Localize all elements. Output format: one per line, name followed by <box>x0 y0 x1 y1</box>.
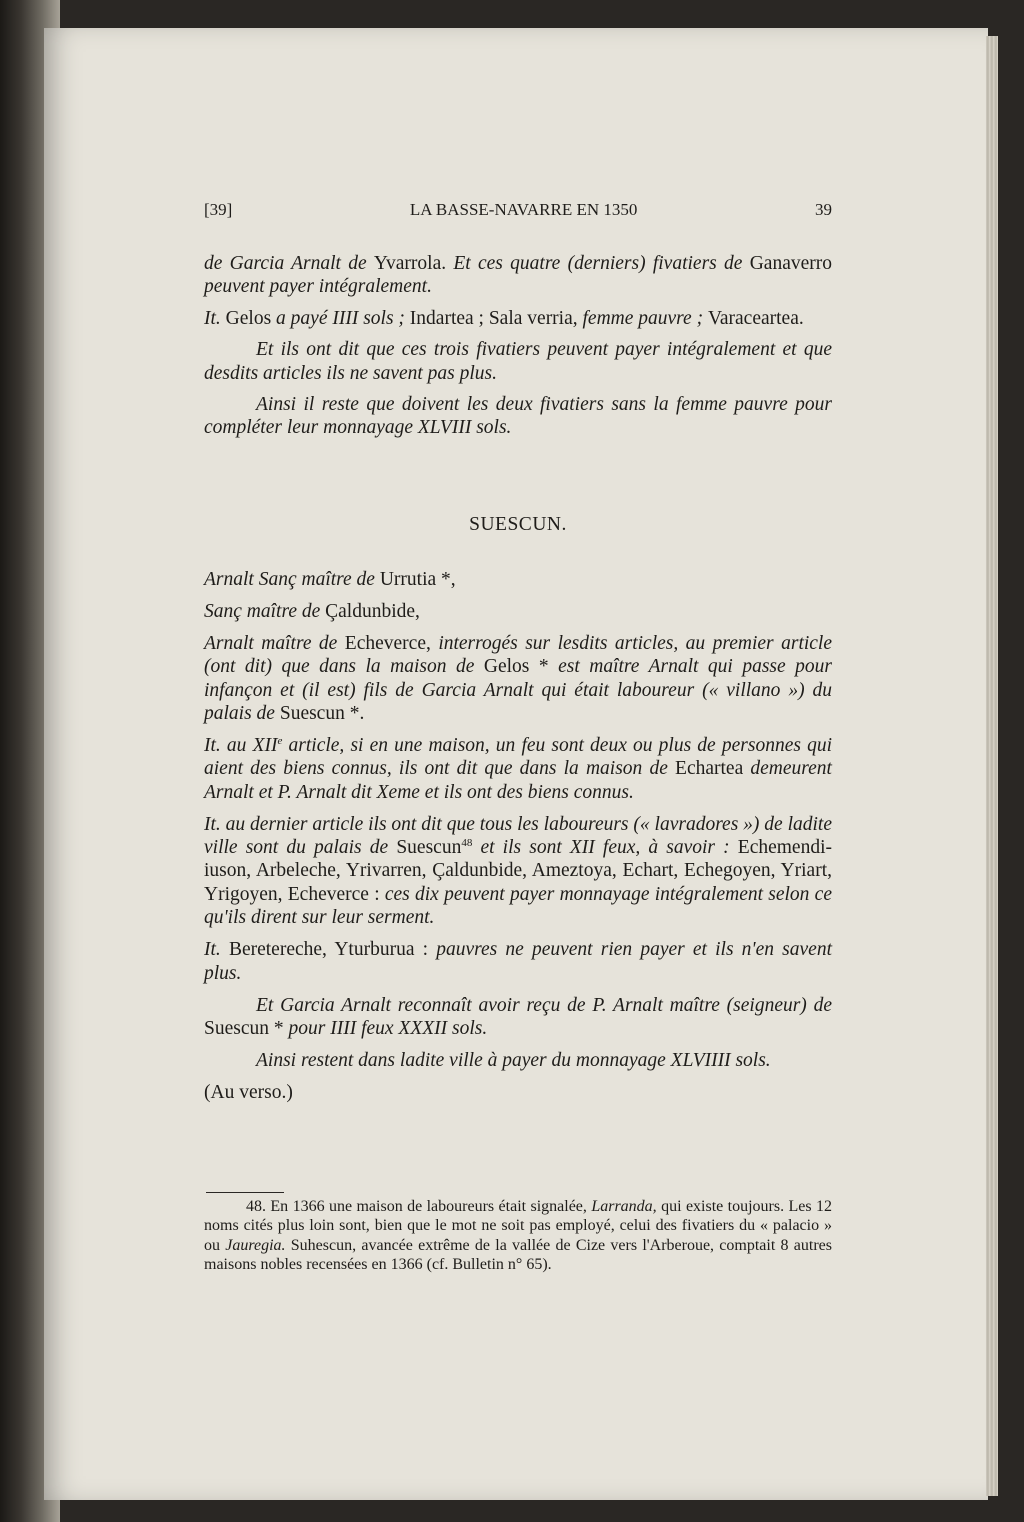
text-run: Suescun * <box>204 1017 289 1039</box>
footnote-rule <box>206 1192 284 1193</box>
text-run: interrogés sur lesdits articles, au premier article (ont dit) que dans la maison de <box>204 632 833 678</box>
running-head-title: LA BASSE-NAVARRE EN 1350 <box>409 200 638 219</box>
text-run: Suescun <box>396 837 462 859</box>
text-run: Larranda, <box>591 1198 657 1215</box>
text-run: article, si en une maison, un feu sont deux ou plus de personnes qui aient des biens connus, ils ont dit que dans la maison de <box>204 734 832 780</box>
text-run: Echeverce, <box>344 632 439 654</box>
page-edges <box>986 36 998 1496</box>
text-run: It. au XII <box>204 734 278 756</box>
text-run: Varaceartea. <box>707 307 804 329</box>
paragraph <box>204 568 832 591</box>
text-run: de Garcia Arnalt de <box>204 253 374 274</box>
text-run: Suescun *. <box>279 703 365 725</box>
text-run: It. <box>204 939 229 961</box>
text-run: Arnalt Sanç maître de <box>204 569 380 590</box>
paragraph <box>204 994 832 1041</box>
text-run: Indartea ; Sala verria, <box>409 307 583 329</box>
paragraph <box>204 307 832 330</box>
text-run: Echemendi-iuson, Arbeleche, Yrivarren, Çaldunbide, Ameztoya, Echart, Echegoyen, Yriart, Yrigoyen, Echeverce : <box>204 837 833 905</box>
paragraph <box>204 632 832 726</box>
text-run: Gelos * <box>483 656 559 678</box>
text-run: Urrutia *, <box>379 569 456 590</box>
paragraph: Et ils ont dit que ces trois fivatiers peuvent payer intégralement et que desdits articles ils ne savent pas plus. <box>204 339 832 384</box>
running-head-left: [39] <box>204 200 233 219</box>
text-run: Et ces quatre (derniers) fivatiers de <box>453 253 750 274</box>
footnote <box>204 1197 832 1275</box>
text-run: pour IIII feux XXXII sols. <box>288 1017 488 1039</box>
text-run: Yvarrola. <box>373 253 454 274</box>
text-run: Echartea <box>675 758 751 780</box>
text-run: a payé IIII sols ; <box>276 307 410 329</box>
running-head <box>204 198 832 221</box>
text-run: 48. En 1366 une maison de laboureurs était signalée, <box>246 1198 592 1215</box>
text-run: pauvres ne peuvent rien payer et ils n'en savent plus. <box>204 939 832 984</box>
page-number: 39 <box>814 200 832 219</box>
text-run: Beretereche, Yturburua : <box>228 939 437 961</box>
paragraph <box>204 734 832 804</box>
footnote-marker: 48 <box>461 837 473 850</box>
paragraph <box>204 813 832 930</box>
text-block-suescun <box>204 568 832 1113</box>
paragraph <box>204 600 832 623</box>
paragraph: Ainsi restent dans ladite ville à payer du monnayage XLVIIII sols. <box>256 1049 771 1071</box>
text-run: est maître Arnalt qui passe pour infançon et (il est) fils de Garcia Arnalt qui était laboureur (« villano ») du palais de <box>204 656 832 725</box>
text-run: peuvent payer intégralement. <box>204 276 432 298</box>
footnote-text <box>204 1197 832 1275</box>
text-block-top <box>204 252 832 448</box>
text-run: ces dix peuvent payer monnayage intégralement selon ce qu'ils dirent sur leur serment. <box>204 883 832 929</box>
text-run: demeurent Arnalt et P. Arnalt dit Xeme et ils ont des biens connus. <box>204 758 832 803</box>
text-run: Gelos <box>225 307 277 329</box>
text-run: Ganaverro <box>749 253 832 274</box>
superscript: e <box>277 734 283 747</box>
text-run: Sanç maître de <box>204 600 326 622</box>
text-run: It. <box>204 307 226 329</box>
text-run: qui existe toujours. Les 12 noms cités plus loin sont, bien que le mot ne soit pas employé, celui des fivatiers du « palacio » ou <box>204 1198 833 1254</box>
text-run: Suhescun, avancée extrême de la vallée de Cize vers l'Arberoue, comptait 8 autres maisons nobles recensées en 1366 (cf. Bulletin n° 65). <box>204 1236 832 1274</box>
paragraph: (Au verso.) <box>204 1081 293 1103</box>
text-run: femme pauvre ; <box>582 307 708 329</box>
section-heading: SUESCUN. <box>469 514 567 535</box>
text-run: Et Garcia Arnalt reconnaît avoir reçu de P. Arnalt maître (seigneur) de <box>256 994 832 1016</box>
text-run: Çaldunbide, <box>325 600 420 622</box>
text-run: Jauregia. <box>225 1236 286 1254</box>
paragraph <box>204 938 832 985</box>
paragraph: Ainsi il reste que doivent les deux fivatiers sans la femme pauvre pour compléter leur monnayage XLVIII sols. <box>204 394 832 439</box>
text-run: It. au dernier article ils ont dit que tous les laboureurs (« lavradores ») de ladite ville sont du palais de <box>204 813 832 859</box>
paragraph <box>204 252 832 299</box>
text-run: Arnalt maître de <box>204 632 345 654</box>
text-run: et ils sont XII feux, à savoir : <box>472 837 738 859</box>
